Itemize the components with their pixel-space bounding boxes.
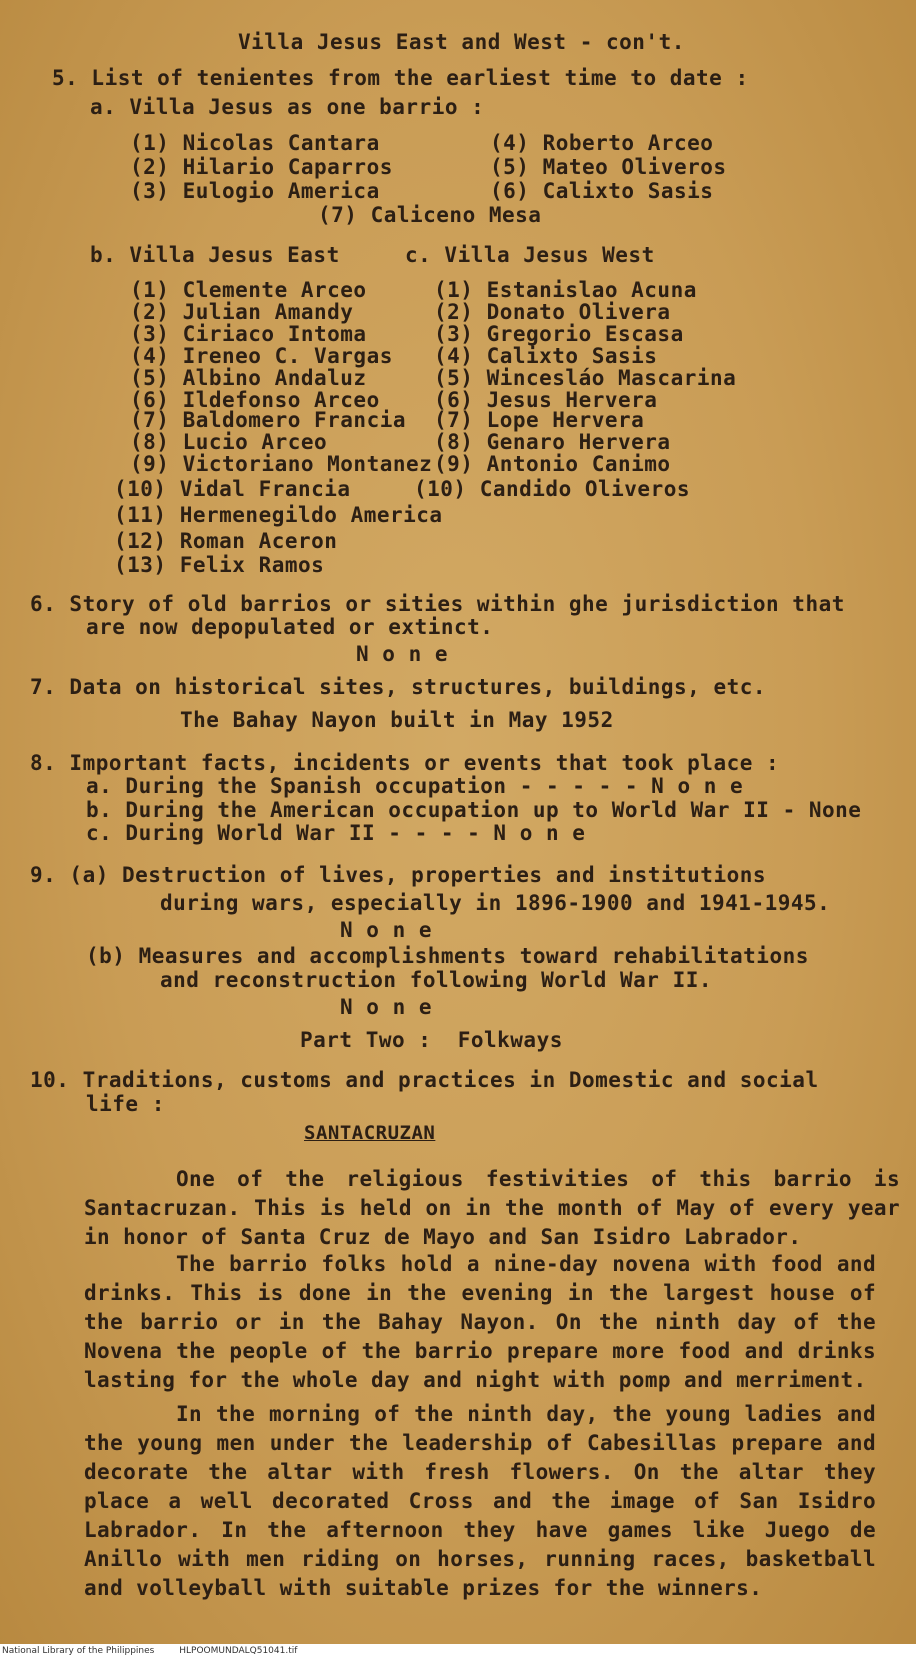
section-5a-label: a. Villa Jesus as one barrio :	[90, 95, 485, 119]
section-9a-heading-cont: during wars, especially in 1896-1900 and 1941-1945.	[160, 891, 831, 915]
list-item: (7) Baldomero Francia	[130, 408, 407, 432]
section-5-heading: 5. List of tenientes from the earliest time to date :	[52, 66, 749, 90]
section-8b: b. During the American occupation up to World War II - None	[86, 798, 862, 822]
list-item: (2) Hilario Caparros	[130, 155, 393, 179]
list-item: (4) Calixto Sasis	[434, 344, 658, 368]
footer-source: National Library of the Philippines	[2, 1646, 155, 1656]
list-item: (5) Mateo Oliveros	[490, 155, 727, 179]
section-10-heading: 10. Traditions, customs and practices in Domestic and social	[30, 1068, 819, 1092]
list-item: (13) Felix Ramos	[114, 553, 325, 577]
section-9b-heading: (b) Measures and accomplishments toward rehabilitations	[86, 944, 809, 968]
page-title: Villa Jesus East and West - con't.	[238, 30, 685, 54]
section-8c: c. During World War II - - - - N o n e	[86, 821, 586, 845]
list-item: (10) Vidal Francia	[114, 477, 351, 501]
list-item: (9) Antonio Canimo	[434, 452, 671, 476]
list-item: (12) Roman Aceron	[114, 529, 338, 553]
list-item: (6) Calixto Sasis	[490, 179, 714, 203]
section-8a: a. During the Spanish occupation - - - - - N o n e	[86, 774, 744, 798]
list-item: (3) Gregorio Escasa	[434, 322, 684, 346]
section-8-heading: 8. Important facts, incidents or events that took place :	[30, 751, 780, 775]
list-item: (2) Julian Amandy	[130, 300, 354, 324]
paragraph-3: In the morning of the ninth day, the young ladies and the young men under the leadership of Cabesillas prepare and decorate the altar with fresh flowers. On the altar they place a well decorated Cross and the image of San Isidro Labrador. In the afternoon they have games like Juego de Anillo with men riding on horses, running races, basketball and volleyball with suitable prizes for the winners.	[84, 1402, 876, 1600]
list-item: (7) Caliceno Mesa	[318, 203, 542, 227]
list-item: (6) Jesus Hervera	[434, 388, 658, 412]
list-item: (1) Estanislao Acuna	[434, 278, 697, 302]
list-item: (6) Ildefonso Arceo	[130, 388, 380, 412]
footer-filename: HLPOOMUNDALQ51041.tif	[179, 1646, 298, 1656]
list-item: (8) Lucio Arceo	[130, 430, 328, 454]
list-item: (4) Roberto Arceo	[490, 131, 714, 155]
paragraph-2: The barrio folks hold a nine-day novena with food and drinks. This is done in the evening in the largest house of the barrio or in the Bahay Nayon. On the ninth day of the Novena the people of the barrio prepare more food and drinks lasting for the whole day and night with pomp and merriment.	[84, 1252, 876, 1392]
section-9b-heading-cont: and reconstruction following World War II.	[160, 968, 713, 992]
section-7-heading: 7. Data on historical sites, structures, buildings, etc.	[30, 675, 767, 699]
section-6-heading: 6. Story of old barrios or sities within ghe jurisdiction that	[30, 592, 845, 616]
list-item: (5) Albino Andaluz	[130, 366, 367, 390]
list-item: (3) Eulogio America	[130, 179, 380, 203]
list-item: (4) Ireneo C. Vargas	[130, 344, 393, 368]
list-item: (10) Candido Oliveros	[414, 477, 691, 501]
section-7-answer: The Bahay Nayon built in May 1952	[180, 708, 614, 732]
list-item: (1) Clemente Arceo	[130, 278, 367, 302]
list-item: (9) Victoriano Montanez	[130, 452, 433, 476]
list-item: (8) Genaro Hervera	[434, 430, 671, 454]
section-6-answer: N o n e	[356, 642, 449, 666]
paragraph-1: One of the religious festivities of this barrio is Santacruzan. This is held on in the month of May of every year in honor of Santa Cruz de Mayo and San Isidro Labrador.	[84, 1167, 900, 1249]
list-item: (5) Wincesláo Mascarina	[434, 366, 737, 390]
section-5b-label: b. Villa Jesus East	[90, 243, 340, 267]
section-9a-answer: N o n e	[340, 918, 433, 942]
list-item: (1) Nicolas Cantara	[130, 131, 380, 155]
list-item: (2) Donato Olivera	[434, 300, 671, 324]
santacruzan-subheading: SANTACRUZAN	[304, 1122, 436, 1144]
section-6-heading-cont: are now depopulated or extinct.	[86, 615, 494, 639]
part-two-heading: Part Two : Folkways	[300, 1028, 563, 1052]
scan-footer	[0, 1644, 916, 1658]
list-item: (3) Ciriaco Intoma	[130, 322, 367, 346]
section-9b-answer: N o n e	[340, 995, 433, 1019]
list-item: (7) Lope Hervera	[434, 408, 645, 432]
list-item: (11) Hermenegildo America	[114, 503, 443, 527]
section-10-heading-cont: life :	[86, 1092, 165, 1116]
section-5c-label: c. Villa Jesus West	[405, 243, 655, 267]
section-9a-heading: 9. (a) Destruction of lives, properties and institutions	[30, 863, 767, 887]
